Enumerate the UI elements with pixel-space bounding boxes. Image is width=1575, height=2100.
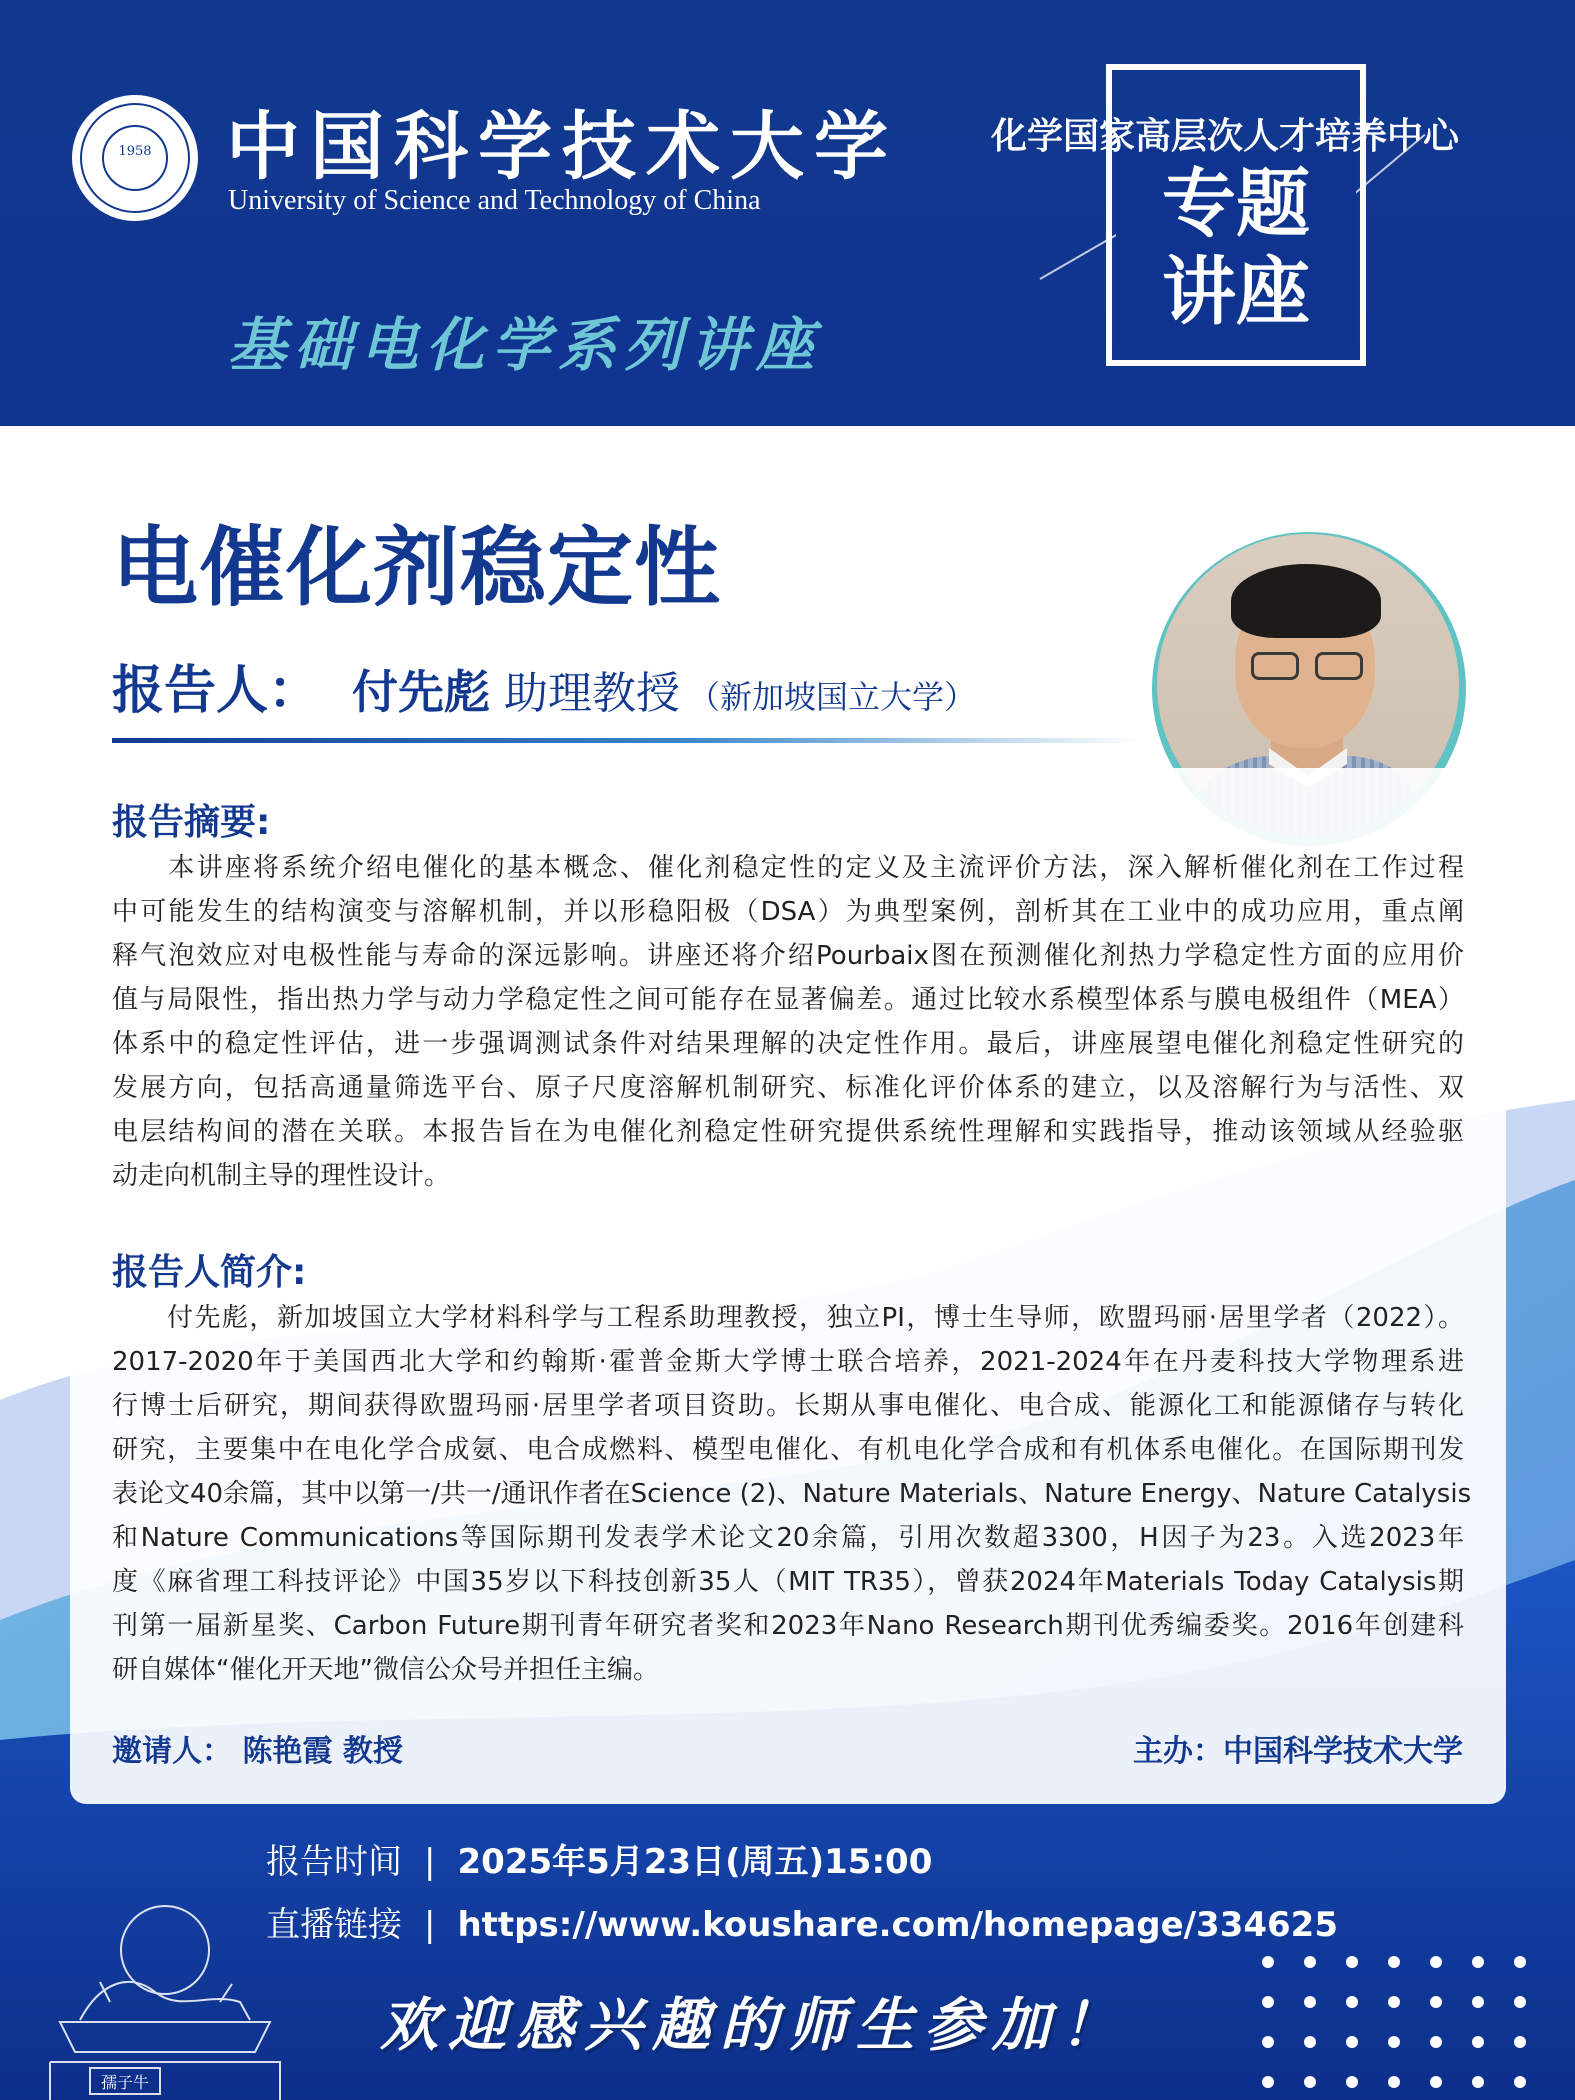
decorative-dot	[1472, 1996, 1484, 2008]
decorative-dot	[1472, 2076, 1484, 2088]
livestream-link[interactable]: https://www.koushare.com/homepage/334625	[457, 1905, 1338, 1945]
decorative-dot	[1262, 2076, 1274, 2088]
decorative-dot	[1388, 2076, 1400, 2088]
bio-line: 研自媒体“催化开天地”微信公众号并担任主编。	[112, 1655, 659, 1685]
abstract-line: 发展方向，包括高通量筛选平台、原子尺度溶解机制研究、标准化评价体系的建立，以及溶解行为与活性、双	[112, 1073, 1464, 1103]
speaker-name: 付先彪	[352, 665, 491, 719]
decorative-dot	[1262, 1996, 1274, 2008]
bio-heading: 报告人简介:	[112, 1252, 307, 1293]
bio-body	[112, 1296, 1472, 1692]
time-label: 报告时间	[266, 1842, 402, 1882]
bio-line: 付先彪，新加坡国立大学材料科学与工程系助理教授，独立PI，博士生导师，欧盟玛丽·居里学者（2022）。	[112, 1303, 1464, 1333]
abstract-line: 释气泡效应对电极性能与寿命的深远影响。讲座还将介绍Pourbaix图在预测催化剂热力学稳定性方面的应用价	[112, 941, 1464, 971]
university-name-en: University of Science and Technology of China	[228, 185, 761, 216]
welcome-message: 欢迎感兴趣的师生参加！	[380, 1991, 1129, 2059]
bio-line: 刊第一届新星奖、Carbon Future期刊青年研究者奖和2023年Nano Research期刊优秀编委奖。2016年创建科	[112, 1611, 1464, 1641]
decorative-dot	[1304, 1996, 1316, 2008]
time-value: 2025年5月23日(周五)15:00	[457, 1842, 933, 1882]
series-title: 基础电化学系列讲座	[228, 311, 823, 379]
bio-line: 2017-2020年于美国西北大学和约翰斯·霍普金斯大学博士联合培养，2021-2024年在丹麦科技大学物理系进	[112, 1347, 1464, 1377]
separator: |	[424, 1905, 436, 1945]
decorative-dot	[1514, 1996, 1526, 2008]
decorative-dot	[1514, 2036, 1526, 2048]
decorative-dot	[1430, 2036, 1442, 2048]
university-name-cn: 中国科学技术大学	[226, 104, 898, 190]
talk-title: 电催化剂稳定性	[112, 518, 721, 618]
decorative-dot	[1346, 1956, 1358, 1968]
abstract-line: 电层结构间的潜在关联。本报告旨在为电催化剂稳定性研究提供系统性理解和实践指导，推动该领域从经验驱	[112, 1117, 1464, 1147]
decorative-dot	[1388, 1996, 1400, 2008]
abstract-line: 中可能发生的结构演变与溶解机制，并以形稳阳极（DSA）为典型案例，剖析其在工业中的成功应用，重点阐	[112, 897, 1464, 927]
decorative-dot	[1346, 2076, 1358, 2088]
decorative-dot	[1472, 1956, 1484, 1968]
link-label: 直播链接	[266, 1905, 402, 1945]
abstract-line: 动走向机制主导的理性设计。	[112, 1161, 451, 1191]
host-organizer: 主办：中国科学技术大学	[1133, 1734, 1463, 1769]
abstract-line: 本讲座将系统介绍电催化的基本概念、催化剂稳定性的定义及主流评价方法，深入解析催化剂在工作过程	[112, 853, 1464, 883]
bio-line: 表论文40余篇，其中以第一/共一/通讯作者在Science (2)、Nature Materials、Nature Energy、Nature Catalysis	[112, 1479, 1472, 1509]
monument-plaque: 孺子牛	[100, 2073, 150, 2092]
decorative-dot	[1304, 2076, 1316, 2088]
decorative-dot	[1514, 1956, 1526, 1968]
title-underline	[112, 738, 1142, 743]
abstract-line: 体系中的稳定性评估，进一步强调测试条件对结果理解的决定性作用。最后，讲座展望电催化剂稳定性研究的	[112, 1029, 1464, 1059]
decorative-dot	[1430, 1996, 1442, 2008]
decorative-dot	[1262, 1956, 1274, 1968]
event-link-row	[266, 1897, 1338, 1946]
speaker-label: 报告人：	[112, 661, 321, 721]
university-seal-icon	[72, 95, 198, 221]
decorative-dot	[1430, 2076, 1442, 2088]
decorative-dot	[1346, 2036, 1358, 2048]
decorative-dot	[1388, 1956, 1400, 1968]
bio-line: 研究，主要集中在电化学合成氨、电合成燃料、模型电催化、有机电化学合成和有机体系电催化。在国际期刊发	[112, 1435, 1464, 1465]
event-time-row	[266, 1834, 932, 1883]
separator: |	[424, 1842, 436, 1882]
decorative-dot-grid	[1254, 1948, 1554, 2098]
speaker-title: 助理教授	[504, 668, 681, 719]
speaker-line	[112, 648, 976, 723]
bio-line: 行博士后研究，期间获得欧盟玛丽·居里学者项目资助。长期从事电催化、电合成、能源化工和能源储存与转化	[112, 1391, 1464, 1421]
bio-line: 度《麻省理工科技评论》中国35岁以下科技创新35人（MIT TR35），曾获2024年Materials Today Catalysis期	[112, 1567, 1464, 1597]
bio-line: 和Nature Communications等国际期刊发表学术论文20余篇，引用次数超3300，H因子为23。入选2023年	[112, 1523, 1464, 1553]
topic-label: 专题 讲座	[1162, 161, 1310, 335]
decorative-dot	[1430, 1956, 1442, 1968]
abstract-body	[112, 846, 1464, 1198]
seal-year: 1958	[118, 144, 152, 159]
decorative-dot	[1388, 2036, 1400, 2048]
abstract-line: 值与局限性，指出热力学与动力学稳定性之间可能存在显著偏差。通过比较水系模型体系与膜电极组件（MEA）	[112, 985, 1464, 1015]
speaker-affiliation: （新加坡国立大学）	[688, 678, 977, 716]
inviter: 邀请人： 陈艳霞 教授	[112, 1734, 403, 1769]
decorative-dot	[1514, 2076, 1526, 2088]
abstract-heading: 报告摘要:	[112, 802, 271, 843]
monument-icon	[40, 1902, 290, 2100]
decorative-dot	[1346, 1996, 1358, 2008]
decorative-dot	[1262, 2036, 1274, 2048]
decorative-dot	[1472, 2036, 1484, 2048]
decorative-dot	[1304, 1956, 1316, 1968]
decorative-dot	[1304, 2036, 1316, 2048]
center-name: 化学国家高层次人才培养中心	[990, 116, 1459, 157]
